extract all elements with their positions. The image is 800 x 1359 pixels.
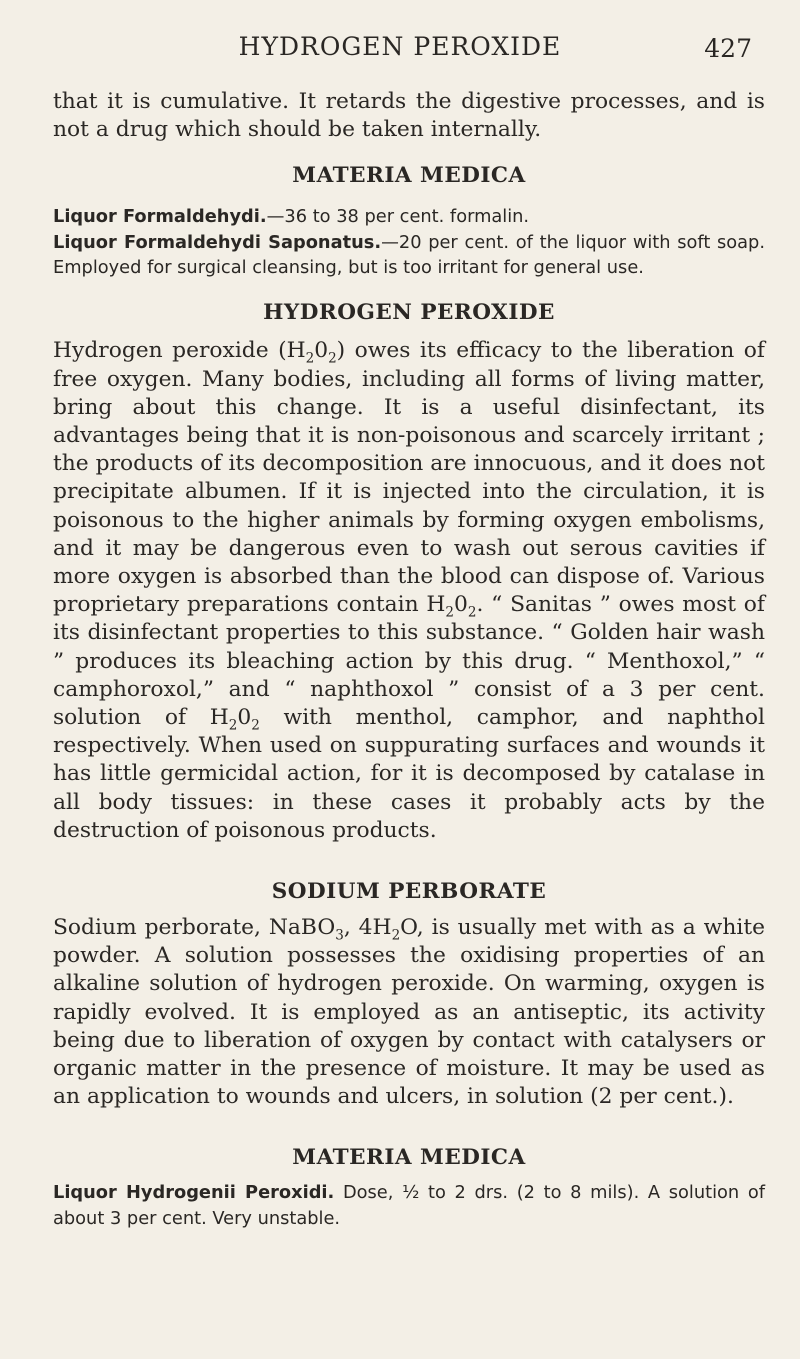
text-run: with menthol, camphor, and naphthol respectively. When used on suppurating surfaces and wounds it has little germicidal action, for it is decomposed by catalase in all body tissues: in these cases it probably acts by the destruction of poisonous products.: [53, 704, 766, 843]
text-run: Hydrogen peroxide (H: [53, 338, 306, 364]
text-run: O, is usually met with as a white powder. A solution possesses the oxidising properties of an alkaline solution of hydrogen peroxide. On warming, oxygen is rapidly evolved. It is employed as an antiseptic, its activity being due to liberation of oxygen by contact with catalysers or organic matter in the presence of moisture. It may be used as an application to wounds and ulcers, in solution (2 per cent.).: [53, 914, 766, 1110]
drug-name: Liquor Formaldehydi.: [53, 206, 267, 228]
subscript: 2: [228, 717, 238, 734]
opening-paragraph: that it is cumulative. It retards the digestive processes, and is not a drug which should be taken internally.: [53, 89, 765, 143]
hydrogen-peroxide-heading: HYDROGEN PEROXIDE: [263, 300, 555, 326]
materia-medica-entry: [53, 1180, 765, 1231]
hydrogen-peroxide-paragraph: [53, 337, 765, 845]
materia-medica-entry: [53, 230, 765, 281]
text-run: ) owes its efficacy to the liberation of free oxygen. Many bodies, including all forms of living matter, bring about this change. It is a useful disinfectant, its advantages being that it is non-poisonous and scarcely irritant ; the products of its decomposition are innocuous, and it does not precipitate albumen. If it is injected into the circulation, it is poisonous to the higher animals by forming oxygen embolisms, and it may be dangerous even to wash out serous cavities if more oxygen is absorbed than the blood can dispose of. Various proprietary preparations contain H: [53, 338, 765, 618]
running-title: HYDROGEN PEROXIDE: [238, 32, 562, 61]
materia-medica-heading: MATERIA MEDICA: [292, 163, 526, 189]
text-run: 0: [237, 704, 252, 730]
subscript: 3: [335, 927, 344, 944]
drug-name: Liquor Hydrogenii Peroxidi.: [53, 1182, 335, 1204]
sodium-perborate-paragraph: [53, 914, 765, 1111]
materia-medica-entry: [53, 204, 765, 229]
drug-description: Dose, ½ to 2 drs. (2 to 8 mils). A solution of about 3 per cent. Very unstable.: [53, 1182, 765, 1229]
text-run: , 4H: [343, 914, 392, 940]
text-run: Sodium perborate, NaBO: [53, 914, 336, 940]
page-number: 427: [704, 34, 752, 63]
drug-description: —20 per cent. of the liquor with soft soap. Employed for surgical cleansing, but is too irritant for general use.: [53, 231, 765, 278]
drug-name: Liquor Formaldehydi Saponatus.: [53, 231, 382, 253]
page-content: [53, 88, 765, 1231]
running-head: [0, 32, 800, 72]
text-run: 0: [314, 338, 329, 364]
subscript: 2: [445, 604, 454, 621]
text-run: 0: [454, 592, 468, 618]
text-run: . “ Sanitas ” owes most of its disinfectant properties to this substance. “ Golden hair wash ” produces its bleaching action by this drug. “ Menthoxol,” “ camphoroxol,” and “ naphthoxol ” consist of a 3 per cent. solution of H: [53, 592, 765, 730]
subscript: 2: [305, 350, 315, 367]
materia-medica-heading: MATERIA MEDICA: [292, 1145, 526, 1171]
subscript: 2: [391, 927, 401, 944]
sodium-perborate-heading: SODIUM PERBORATE: [271, 878, 547, 904]
subscript: 2: [328, 350, 337, 367]
subscript: 2: [467, 604, 477, 621]
drug-description: —36 to 38 per cent. formalin.: [266, 206, 530, 228]
subscript: 2: [251, 717, 260, 734]
